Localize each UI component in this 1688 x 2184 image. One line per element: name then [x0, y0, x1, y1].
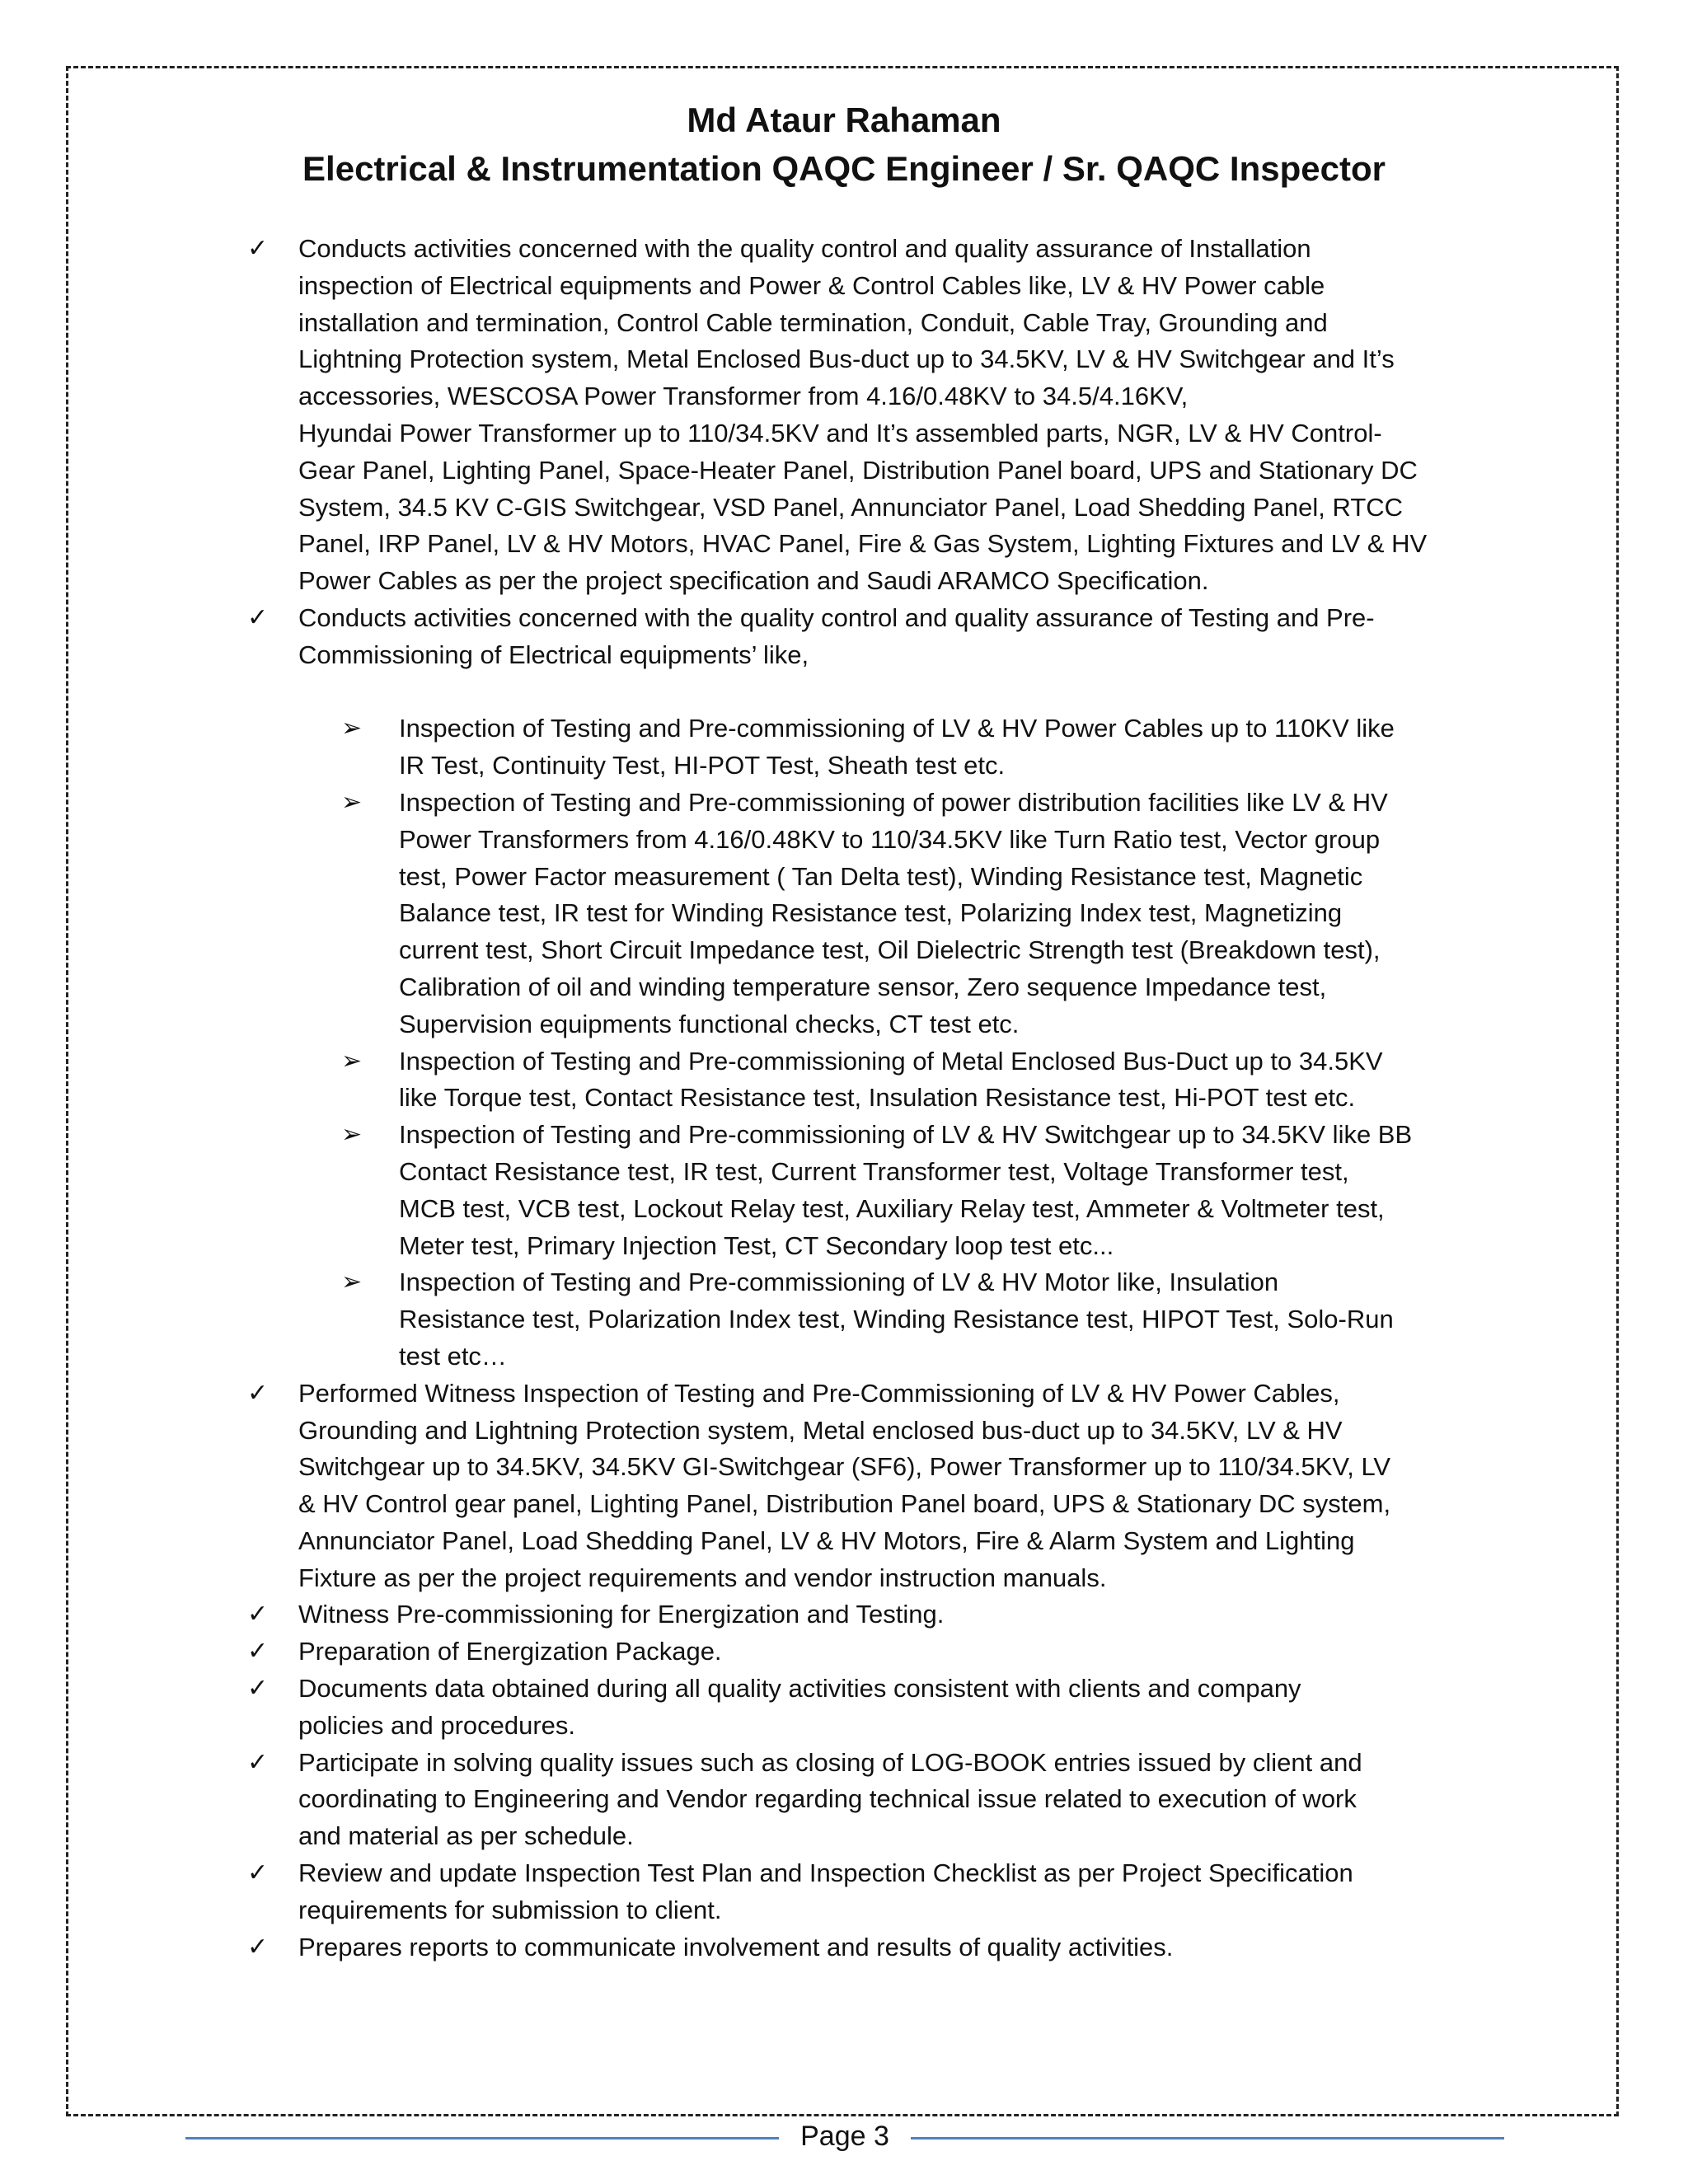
text-line: Preparation of Energization Package. [298, 1637, 722, 1666]
text-line: test, Power Factor measurement ( Tan Delta test), Winding Resistance test, Magnetic [399, 861, 1363, 891]
text-line: policies and procedures. [298, 1710, 576, 1740]
text-line: Inspection of Testing and Pre-commissioning of LV & HV Motor like, Insulation [399, 1268, 1279, 1297]
check-mark-icon: ✓ [247, 602, 269, 632]
text-line: accessories, WESCOSA Power Transformer from 4.16/0.48KV to 34.5/4.16KV, [298, 382, 1189, 411]
list-item [247, 1745, 1492, 1855]
text-line: Inspection of Testing and Pre-commissioning of power distribution facilities like LV & HV [399, 787, 1388, 817]
text-line: Participate in solving quality issues such as closing of LOG-BOOK entries issued by client and [298, 1747, 1362, 1777]
testing-sub-list [247, 710, 1492, 1375]
candidate-name: Md Ataur Rahaman [687, 101, 1001, 139]
text-line: IR Test, Continuity Test, HI-POT Test, Sheath test etc. [399, 751, 1006, 780]
footer-rule-right [911, 2137, 1504, 2139]
sub-item-text [399, 1264, 1492, 1375]
text-line: Lightning Protection system, Metal Enclosed Bus-duct up to 34.5KV, LV & HV Switchgear and It’s [298, 344, 1395, 374]
text-line: Inspection of Testing and Pre-commissioning of Metal Enclosed Bus-Duct up to 34.5KV [399, 1046, 1383, 1076]
text-line: Documents data obtained during all quality activities consistent with clients and company [298, 1674, 1301, 1704]
sub-list-item [341, 1117, 1492, 1264]
text-line: Conducts activities concerned with the quality control and quality assurance of Installation [298, 234, 1311, 263]
text-line: installation and termination, Control Cable termination, Conduit, Cable Tray, Grounding and [298, 307, 1328, 337]
text-line: Grounding and Lightning Protection system, Metal enclosed bus-duct up to 34.5KV, LV & HV [298, 1415, 1343, 1445]
text-line: Witness Pre-commissioning for Energization and Testing. [298, 1600, 945, 1629]
text-line: test etc… [399, 1341, 507, 1371]
text-line: Annunciator Panel, Load Shedding Panel, LV & HV Motors, Fire & Alarm System and Lighting [298, 1526, 1355, 1555]
text-line: Commissioning of Electrical equipments’ like, [298, 640, 809, 669]
check-mark-icon: ✓ [247, 1674, 269, 1704]
text-line: Power Transformers from 4.16/0.48KV to 110/34.5KV like Turn Ratio test, Vector group [399, 824, 1381, 854]
arrow-bullet-icon: ➢ [341, 1120, 363, 1150]
item-text [298, 1633, 1492, 1671]
list-item [247, 231, 1492, 600]
item-text [298, 1596, 1492, 1633]
text-line: Panel, IRP Panel, LV & HV Motors, HVAC Panel, Fire & Gas System, Lighting Fixtures and LV & HV [298, 529, 1428, 559]
text-line: MCB test, VCB test, Lockout Relay test, Auxiliary Relay test, Ammeter & Voltmeter test, [399, 1193, 1385, 1223]
text-line: Performed Witness Inspection of Testing and Pre-Commissioning of LV & HV Power Cables, [298, 1378, 1340, 1408]
sub-item-text [399, 1117, 1492, 1264]
list-item [247, 1671, 1492, 1745]
text-line: and material as per schedule. [298, 1821, 634, 1851]
text-line: like Torque test, Contact Resistance test, Insulation Resistance test, Hi-POT test etc. [399, 1083, 1356, 1113]
check-mark-icon: ✓ [247, 234, 269, 263]
text-line: Contact Resistance test, IR test, Current Transformer test, Voltage Transformer test, [399, 1156, 1349, 1186]
arrow-bullet-icon: ➢ [341, 714, 363, 743]
check-mark-icon: ✓ [247, 1932, 269, 1961]
list-item [247, 1376, 1492, 1597]
check-mark-icon: ✓ [247, 1747, 269, 1777]
list-item [247, 1855, 1492, 1929]
text-line: Balance test, IR test for Winding Resistance test, Polarizing Index test, Magnetizing [399, 898, 1343, 928]
text-line: inspection of Electrical equipments and Power & Control Cables like, LV & HV Power cable [298, 270, 1325, 300]
check-mark-icon: ✓ [247, 1858, 269, 1888]
arrow-bullet-icon: ➢ [341, 787, 363, 817]
text-line: Conducts activities concerned with the quality control and quality assurance of Testing and Pre- [298, 602, 1375, 632]
text-line: Power Cables as per the project specification and Saudi ARAMCO Specification. [298, 566, 1209, 596]
text-line: Hyundai Power Transformer up to 110/34.5KV and It’s assembled parts, NGR, LV & HV Control- [298, 418, 1382, 448]
text-line: Review and update Inspection Test Plan and Inspection Checklist as per Project Specification [298, 1858, 1353, 1888]
list-item [247, 1929, 1492, 1966]
text-line: Gear Panel, Lighting Panel, Space-Heater Panel, Distribution Panel board, UPS and Stationary DC [298, 455, 1418, 485]
text-line: current test, Short Circuit Impedance test, Oil Dielectric Strength test (Breakdown test), [399, 935, 1381, 965]
item-text [298, 600, 1492, 674]
item-text [298, 1855, 1492, 1929]
responsibilities-list [247, 231, 1492, 1966]
item-text [298, 1929, 1492, 1966]
footer-rule-left [185, 2137, 779, 2139]
text-line: Meter test, Primary Injection Test, CT Secondary loop test etc... [399, 1230, 1114, 1260]
sub-item-text [399, 710, 1492, 785]
text-line: Supervision equipments functional checks, CT test etc. [399, 1009, 1020, 1038]
item-text [298, 1376, 1492, 1597]
item-text [298, 1745, 1492, 1855]
list-item [247, 600, 1492, 674]
page-footer [0, 2120, 1688, 2153]
list-item [247, 1596, 1492, 1633]
sub-list-item [341, 1043, 1492, 1118]
arrow-bullet-icon: ➢ [341, 1268, 363, 1297]
item-text [298, 1671, 1492, 1745]
text-line: requirements for submission to client. [298, 1895, 722, 1924]
arrow-bullet-icon: ➢ [341, 1046, 363, 1076]
text-line: Switchgear up to 34.5KV, 34.5KV GI-Switchgear (SF6), Power Transformer up to 110/34.5KV, LV [298, 1452, 1391, 1482]
text-line: Inspection of Testing and Pre-commissioning of LV & HV Power Cables up to 110KV like [399, 714, 1395, 743]
text-line: System, 34.5 KV C-GIS Switchgear, VSD Panel, Annunciator Panel, Load Shedding Panel, RTCC [298, 492, 1404, 522]
text-line: Fixture as per the project requirements and vendor instruction manuals. [298, 1563, 1107, 1592]
text-line: & HV Control gear panel, Lighting Panel, Distribution Panel board, UPS & Stationary DC system, [298, 1489, 1391, 1519]
check-mark-icon: ✓ [247, 1637, 269, 1666]
check-mark-icon: ✓ [247, 1600, 269, 1629]
sub-list-item [341, 710, 1492, 785]
text-line: Inspection of Testing and Pre-commissioning of LV & HV Switchgear up to 34.5KV like BB [399, 1120, 1413, 1150]
text-line: coordinating to Engineering and Vendor regarding technical issue related to execution of work [298, 1784, 1357, 1814]
list-item [247, 1633, 1492, 1671]
text-line: Calibration of oil and winding temperature sensor, Zero sequence Impedance test, [399, 972, 1327, 1001]
sub-item-text [399, 1043, 1492, 1118]
item-text [298, 231, 1492, 600]
text-line: Resistance test, Polarization Index test, Winding Resistance test, HIPOT Test, Solo-Run [399, 1305, 1394, 1334]
candidate-title: Electrical & Instrumentation QAQC Engineer / Sr. QAQC Inspector [302, 149, 1386, 188]
text-line: Prepares reports to communicate involvement and results of quality activities. [298, 1932, 1174, 1961]
page-number: Page 3 [800, 2121, 889, 2152]
check-mark-icon: ✓ [247, 1378, 269, 1408]
sub-list-item [341, 1264, 1492, 1375]
sub-list-item [341, 785, 1492, 1043]
sub-item-text [399, 785, 1492, 1043]
